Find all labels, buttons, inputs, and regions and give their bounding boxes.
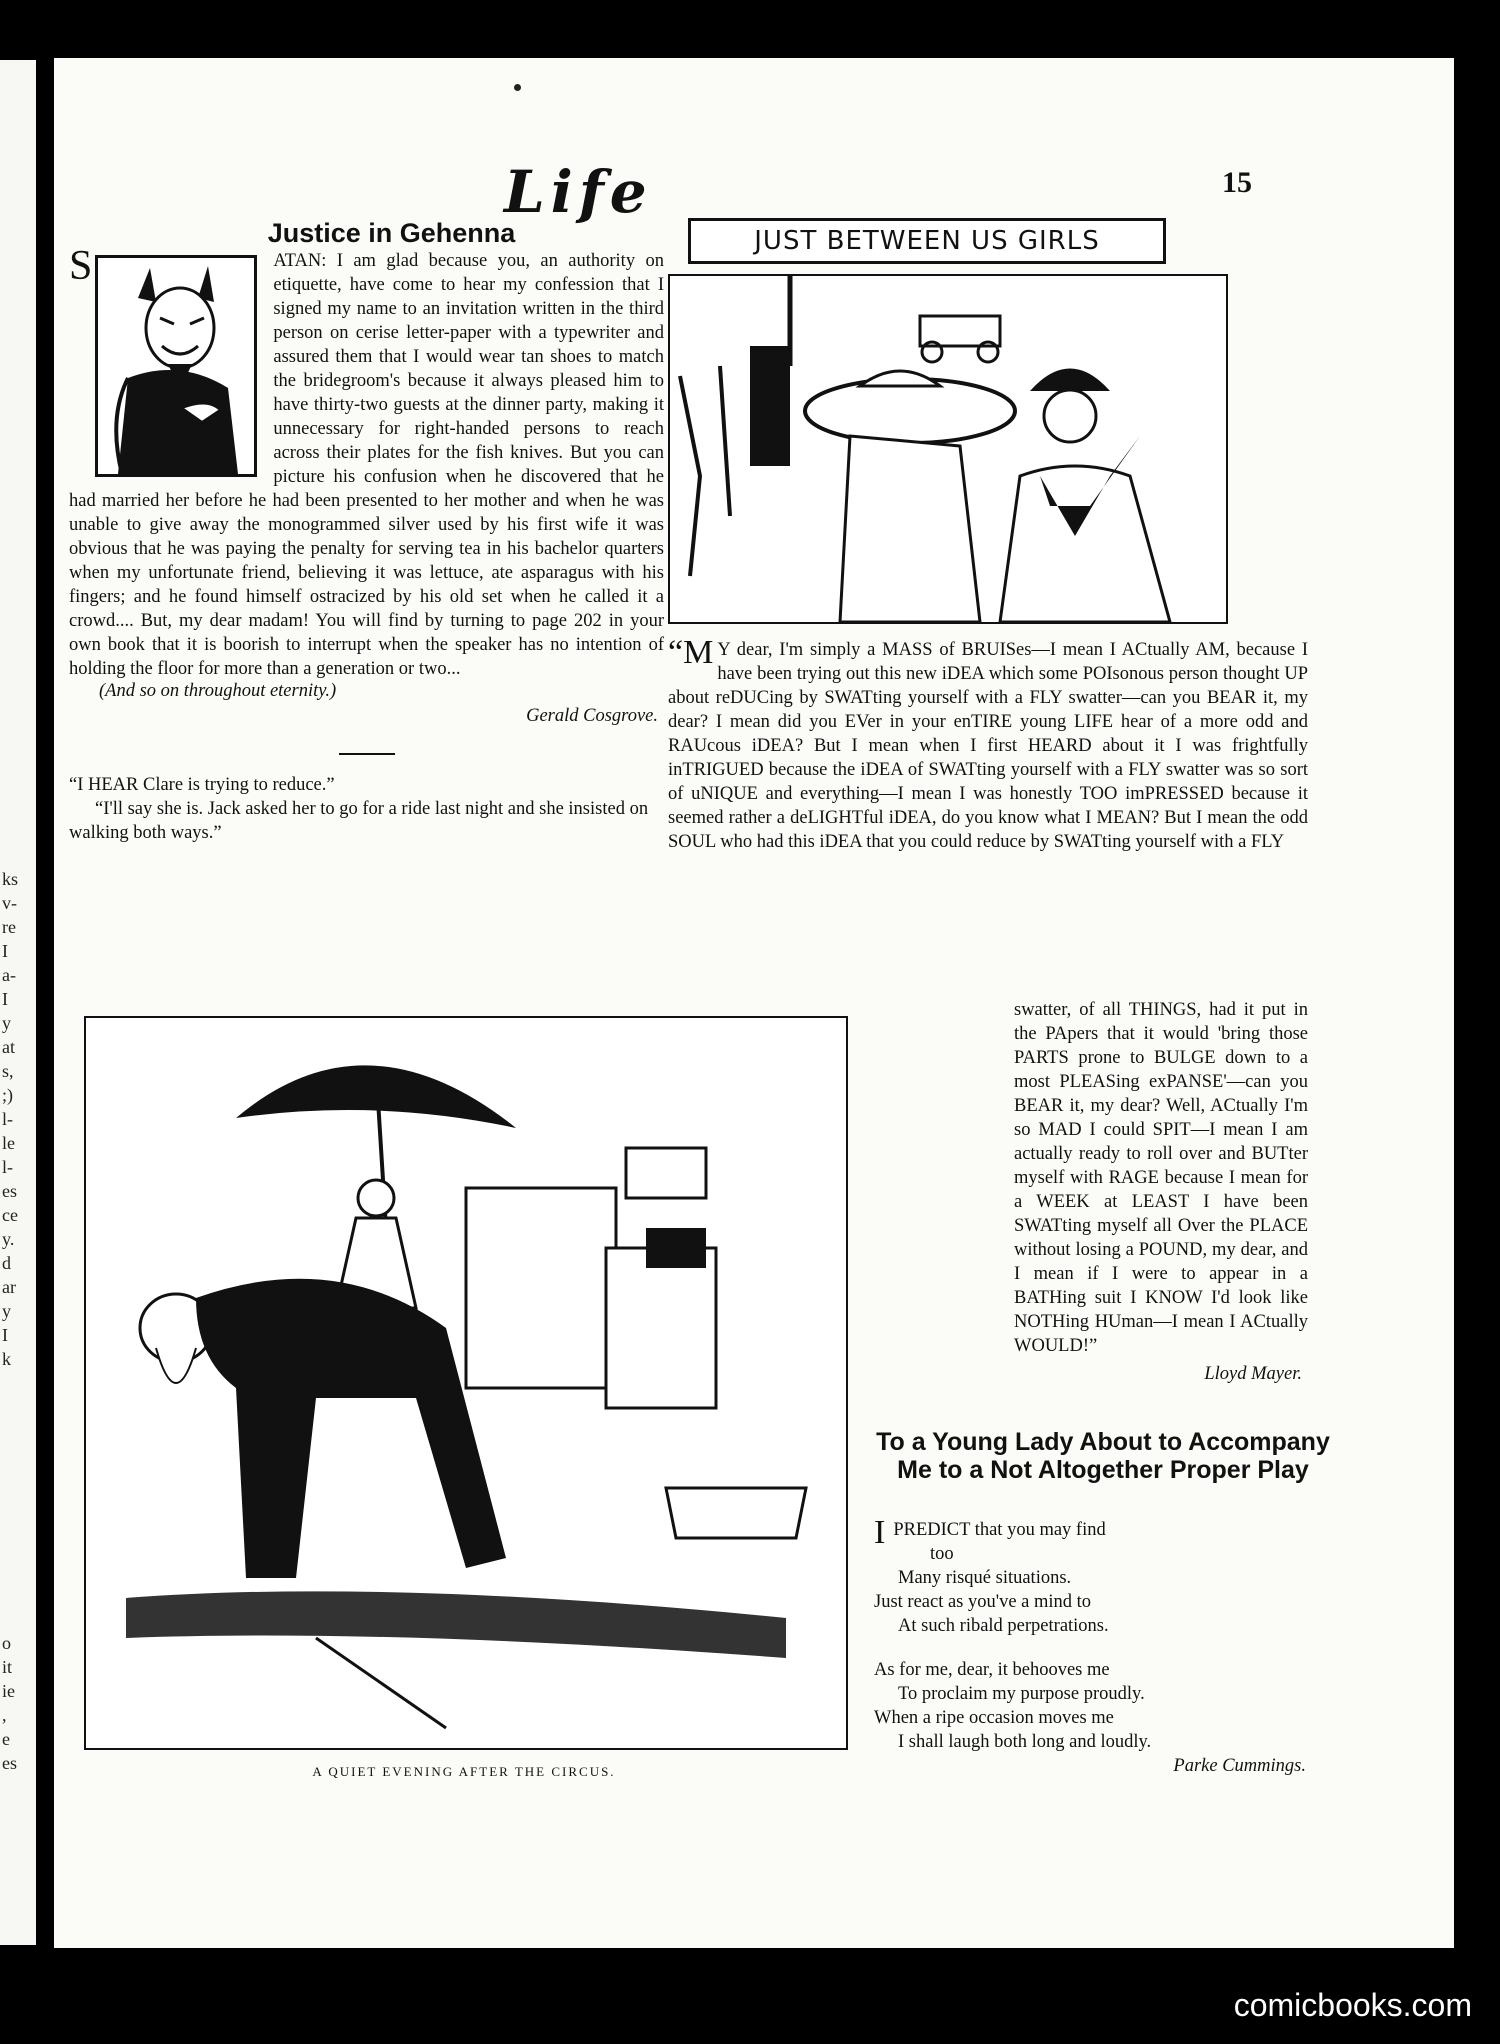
gehenna-author: Gerald Cosgrove. [526,706,658,726]
watermark: comicbooks.com [1233,1987,1472,2023]
left-column [69,218,664,845]
circus-illustration [84,1016,848,1750]
previous-page-fragment: d [2,1253,11,1273]
two-ladies-icon [670,276,1226,622]
clare-joke-line2: “I'll say she is. Jack asked her to go for a ride last night and she insisted on walking both ways.” [69,799,649,843]
clare-joke [69,773,664,845]
poem-line5: As for me, dear, it behooves me [874,1660,1110,1680]
previous-page-fragment: it [2,1657,13,1677]
gehenna-body [69,243,664,681]
clare-joke-line1: “I HEAR Clare is trying to reduce.” [69,775,335,795]
previous-page-fragment: re [2,917,16,937]
magazine-page [54,58,1454,1948]
gehenna-text: ATAN: I am glad because you, an authority on etiquette, have come to hear my confession that I signed my name to an invitation written in the third person on cerise letter-paper with a typewriter and assured them that I would wear tan shoes to match the bridegroom's because it always pleased him to have thirty-two guests at the dinner party, making it unnecessary for right-handed persons to reach across their plates for the fish knives. But you can picture his confusion when he discovered that he had married her before he had been presented to her mother and when he was unable to give away the monogrammed silver used by his first wife it was obvious that he was paying the penalty for serving tea in his bachelor quarters when my unfortunate friend, believing it was lettuce, ate asparagus with his fingers; and he found himself ostracized by his old set when he called it a crowd.... But, my dear madam! You will find by turning to page 202 in your own book that it is boorish to interrupt when the speaker has no intention of holding the floor for more than a generation or two... [69,251,664,679]
previous-page-edge [0,60,36,1945]
gehenna-stage-direction: (And so on throughout eternity.) [99,681,337,701]
previous-page-fragment: y [2,1301,11,1321]
top-dot [514,84,521,91]
previous-page-fragment: ce [2,1205,18,1225]
masthead: Life [504,158,653,226]
devil-illustration [95,255,257,477]
previous-page-fragment: s, [2,1061,14,1081]
girls-text-part1: Y dear, I'm simply a MASS of BRUISes—I mean I ACtually AM, because I have been trying out this new iDEA which some POIsonous person thought UP about reDUCing by SWATting yourself with a FLY swatter—can you BEAR it, my dear? I mean did you EVer in your enTIRE young LIFE hear of a more odd and RAUcous iDEA? But I mean when I first HEARD about it I was frightfully inTRIGUED because the iDEA of SWATting yourself with a FLY swatter was so sort of uNIQUE and everything—I mean I was honestly TOO imPRESSED because it seemed rather a deLIGHTful iDEA, do you know what I MEAN? But I mean the odd SOUL who had this iDEA that you could reduce by SWATting yourself with a FLY [668,640,1308,852]
previous-page-fragment: es [2,1753,17,1773]
poem-line1: PREDICT that you may find [893,1520,1106,1540]
poem-line4: At such ribald perpetrations. [898,1616,1109,1636]
poem-title: To a Young Lady About to Accompany Me to a Not Altogether Proper Play [876,1428,1330,1484]
previous-page-fragment: o [2,1633,11,1653]
previous-page-fragment: l- [2,1157,13,1177]
previous-page-fragment: es [2,1181,17,1201]
poem-line8: I shall laugh both long and loudly. [898,1732,1152,1752]
girls-author: Lloyd Mayer. [1204,1364,1302,1384]
divider-rule [339,753,395,755]
poem-line7: When a ripe occasion moves me [874,1708,1114,1728]
previous-page-fragment: at [2,1037,15,1057]
poem-line3: Just react as you've a mind to [874,1592,1092,1612]
poem-dropcap: I [874,1514,886,1551]
right-column [668,218,1308,854]
previous-page-fragment: a- [2,965,16,985]
girls-text-part2: swatter, of all THINGS, had it put in the PApers that it would 'bring those PARTS prone to BULGE down to a most PLEASing exPANSE'—can you BEAR it, my dear? Well, ACtually I'm so MAD I could SPIT—I mean I am actually ready to roll over and BUTter myself with RAGE because I mean for a WEEK at LEAST I have been SWATting myself all Over the PLACE without losing a POUND, my dear, and I mean if I were to appear in a BATHing suit I KNOW I'd look like NOTHing HUman—I mean I ACtually WOULD!” [1014,1000,1308,1356]
previous-page-fragment: ar [2,1277,16,1297]
previous-page-fragment: ;) [2,1085,13,1105]
gehenna-title: Justice in Gehenna [267,218,516,248]
girls-text-continued [1014,998,1308,1386]
previous-page-fragment: l- [2,1109,13,1129]
previous-page-fragment: ks [2,869,19,889]
circus-scene-icon [86,1018,846,1748]
poem-line6: To proclaim my purpose proudly. [898,1684,1145,1704]
poem-body [874,1514,1314,1778]
page-number: 15 [1222,166,1252,199]
previous-page-fragment: k [2,1349,11,1369]
girls-text [668,634,1308,854]
girls-banner: JUST BETWEEN US GIRLS [688,218,1166,264]
previous-page-fragment: I [2,989,8,1009]
poem-line1b: too [930,1544,954,1564]
previous-page-fragment: y [2,1013,11,1033]
gehenna-dropcap: S [69,243,93,289]
poem-line2: Many risqué situations. [898,1568,1072,1588]
girls-illustration [668,274,1228,624]
previous-page-fragment: ie [2,1681,15,1701]
devil-icon [98,258,254,474]
circus-caption: A QUIET EVENING AFTER THE CIRCUS. [312,1764,616,1779]
girls-dropcap: “M [668,634,714,671]
previous-page-fragment: I [2,1325,8,1345]
previous-page-fragment: e [2,1729,10,1749]
previous-page-fragment: , [2,1705,7,1725]
previous-page-fragment: I [2,941,8,961]
poem-author: Parke Cummings. [1173,1756,1306,1776]
previous-page-fragment: y. [2,1229,15,1249]
previous-page-fragment: le [2,1133,15,1153]
previous-page-fragment: v- [2,893,17,913]
